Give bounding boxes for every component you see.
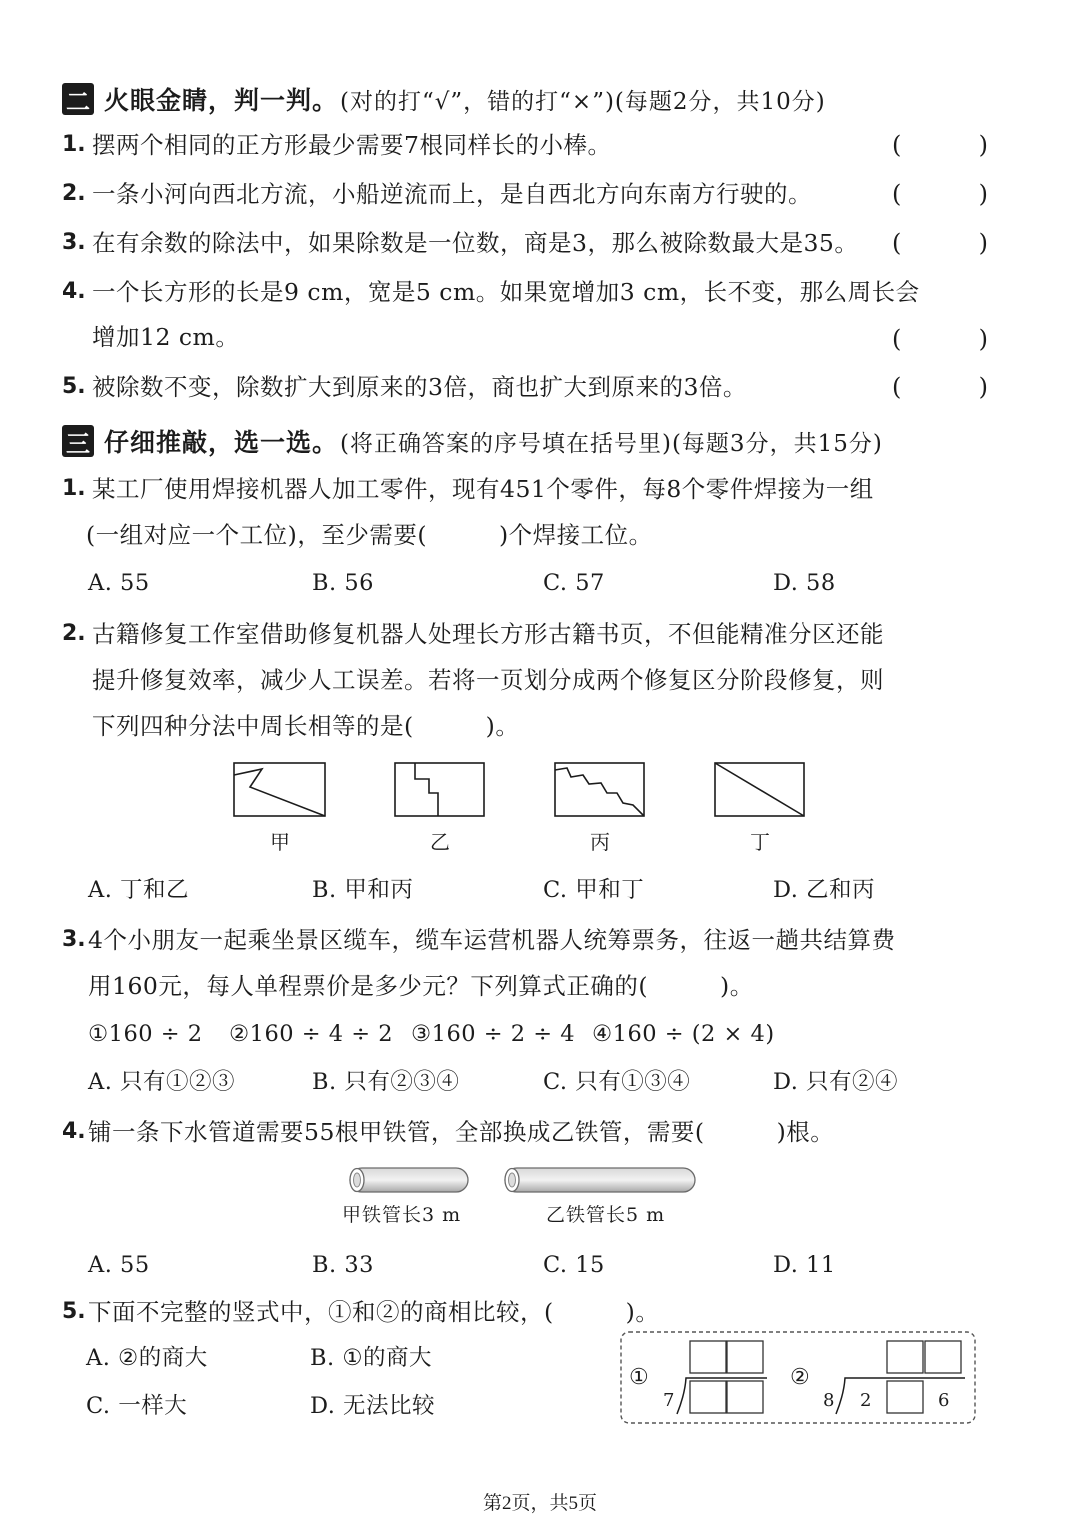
mc-4-option-b[interactable]: B. 33 xyxy=(312,1252,374,1278)
mc-2-option-c[interactable]: C. 甲和丁 xyxy=(543,877,645,903)
figure-yi-rect xyxy=(395,763,484,816)
mc-1-text-line2 xyxy=(86,518,653,552)
mc-1-option-c[interactable]: C. 57 xyxy=(543,570,605,596)
mc-4-text xyxy=(88,1115,834,1149)
mc-2-text-line3-end: )。 xyxy=(485,712,520,740)
mc-3-number: 3. xyxy=(62,927,86,952)
mc-5-text-end: )。 xyxy=(625,1298,660,1326)
division-2-dividend-box[interactable] xyxy=(887,1381,923,1413)
mc-4-option-c[interactable]: C. 15 xyxy=(543,1252,605,1278)
mc-3-option-a[interactable]: A. 只有①②③ xyxy=(88,1069,236,1095)
mc-1-number: 1. xyxy=(62,476,86,501)
tf-4-number: 4. xyxy=(62,279,86,304)
long-division-figure xyxy=(617,1328,979,1428)
pipe-yi-icon xyxy=(505,1168,695,1192)
division-1-quotient-box-2[interactable] xyxy=(727,1341,763,1373)
figure-jia xyxy=(232,761,328,819)
mc-4-text-start: 铺一条下水管道需要55根甲铁管，全部换成乙铁管，需要( xyxy=(88,1118,705,1146)
division-2-divisor: 8 xyxy=(823,1390,835,1411)
division-2-quotient-box-2[interactable] xyxy=(925,1341,961,1373)
tf-2-number: 2. xyxy=(62,181,86,206)
section-2-header xyxy=(62,82,826,116)
figure-jia-rect xyxy=(234,763,325,816)
division-2-quotient-box-1[interactable] xyxy=(887,1341,923,1373)
tf-5-number: 5. xyxy=(62,374,86,399)
mc-2-text-line2: 提升修复效率，减少人工误差。若将一页划分成两个修复区分阶段修复，则 xyxy=(92,666,884,694)
mc-3-text-line2-start: 用160元，每人单程票价是多少元？下列算式正确的( xyxy=(88,972,649,1000)
section-3-badge: 三 xyxy=(62,425,94,457)
mc-4-option-d[interactable]: D. 11 xyxy=(773,1252,836,1278)
mc-3-text: 4个小朋友一起乘坐景区缆车，缆车运营机器人统筹票务，往返一趟共结算费 xyxy=(88,926,896,954)
division-1 xyxy=(629,1341,767,1414)
mc-3-option-b[interactable]: B. 只有②③④ xyxy=(312,1069,460,1095)
exam-page: 二 火眼金睛，判一判。 (对的打“√”，错的打“×”)(每题2分，共10分) 1. 摆两个相同的正方形最少需要7根同样长的小棒。 ( ) 2. 一条小河向西北方流，小船逆流而上，是自西北方向东南方行驶的。 ( ) 3. 在有余数的除法中，如果除数是一位数，商是3，那么被除数最大是35。 ( ) 4. 一个长方形的长是9 cm，宽是5 cm。如果宽增加3 cm，长不变，那么周长会 增加12 cm。 ( ) 5. 被除数不变，除数扩大到原来的3倍，商也扩大到原来的3倍。 ( ) 三 仔细推敲，选一选。 (将正确答案的序号填在括号里)(每题3分，共15分) 1. 某工厂使用焊接机器人加工零件，现有451个零件，每8个零件焊接为一组 (一组对应一个工位)，至少需要( )个焊接工位。 A. 55 B. 56 C. 57 D. 58 2. 古籍修复工作室借助修复机器人处理长方形古籍书页，不但能精准分区还能 提升修复效率，减少人工误差。若将一页划分成两个修复区分阶段修复，则 下列四种分法中周长相等的是( )。 甲 乙 丙 丁 A. 丁和乙 B. 甲和丙 C. 甲和丁 D. 乙和丙 3. 4个小朋友一起乘坐景区缆车，缆车运营机器人统筹票务，往返一趟共结算费 用160元，每人单程票价是多少元？下列算式正确的( )。 ①160 ÷ 2 ②160 ÷ 4 ÷ 2 ③160 ÷ 2 ÷ 4 ④160 ÷ (2 × 4) A. 只有①②③ B. 只有②③④ C. 只有①③④ D. 只有②④ 4. 铺一条下水管道需要55根甲铁管，全部换成乙铁管，需要( )根。 甲铁管长3 m 乙铁管长5 m A. 55 B. 33 C. 15 D. 11 5. 下面不完整的竖式中，①和②的商相比较，( )。 A. ②的商大 B. ①的商大 C. 一样大 D. 无法比较 ① 7 ② 8 2 6 第2页，共5页 xyxy=(0,0,1080,1527)
division-2-dividend-digit-3: 6 xyxy=(938,1390,950,1411)
section-2-instructions: (对的打“√”，错的打“×”)(每题2分，共10分) xyxy=(340,88,826,115)
mc-3-formula-3: ③160 ÷ 2 ÷ 4 xyxy=(411,1021,576,1047)
figure-label-yi: 乙 xyxy=(430,830,450,854)
figure-label-jia: 甲 xyxy=(270,830,290,854)
figure-bing xyxy=(553,761,647,819)
mc-2-option-a[interactable]: A. 丁和乙 xyxy=(88,877,190,903)
division-2-dividend-digit-1: 2 xyxy=(860,1390,872,1411)
mc-3-option-c[interactable]: C. 只有①③④ xyxy=(543,1069,691,1095)
tf-3-text: 在有余数的除法中，如果除数是一位数，商是3，那么被除数最大是35。 xyxy=(92,229,859,257)
tf-3-number: 3. xyxy=(62,230,86,255)
tf-1-number: 1. xyxy=(62,132,86,157)
mc-1-option-a[interactable]: A. 55 xyxy=(88,570,150,596)
mc-4-number: 4. xyxy=(62,1119,86,1144)
division-1-dividend-box-2[interactable] xyxy=(727,1381,763,1413)
mc-3-formula-1: ①160 ÷ 2 xyxy=(88,1021,203,1047)
mc-2-number: 2. xyxy=(62,621,86,646)
division-1-divisor: 7 xyxy=(663,1390,675,1411)
pipe-jia-icon xyxy=(350,1168,468,1192)
mc-5-option-c[interactable]: C. 一样大 xyxy=(86,1393,188,1419)
tf-4-text: 一个长方形的长是9 cm，宽是5 cm。如果宽增加3 cm，长不变，那么周长会 xyxy=(92,278,920,306)
division-1-quotient-box-1[interactable] xyxy=(690,1341,726,1373)
mc-5-option-a[interactable]: A. ②的商大 xyxy=(86,1345,208,1371)
division-1-dividend-box-1[interactable] xyxy=(690,1381,726,1413)
division-2-marker: ② xyxy=(790,1365,810,1390)
mc-2-option-b[interactable]: B. 甲和丙 xyxy=(312,877,414,903)
tf-4-text-continued: 增加12 cm。 xyxy=(92,323,240,351)
mc-5-text-start: 下面不完整的竖式中，①和②的商相比较，( xyxy=(88,1298,554,1326)
figure-label-bing: 丙 xyxy=(590,830,610,854)
mc-3-text-line2-end: )。 xyxy=(720,972,754,1000)
mc-5-text xyxy=(88,1295,659,1329)
figure-jia-cut xyxy=(234,769,325,816)
mc-1-text-line2-start: (一组对应一个工位)，至少需要( xyxy=(86,521,428,549)
mc-4-option-a[interactable]: A. 55 xyxy=(88,1252,150,1278)
mc-1-text-line2-end: )个焊接工位。 xyxy=(499,521,653,549)
mc-1-option-b[interactable]: B. 56 xyxy=(312,570,374,596)
mc-2-text: 古籍修复工作室借助修复机器人处理长方形古籍书页，不但能精准分区还能 xyxy=(92,620,884,648)
mc-1-option-d[interactable]: D. 58 xyxy=(773,570,836,596)
mc-2-option-d[interactable]: D. 乙和丙 xyxy=(773,877,876,903)
mc-5-option-d[interactable]: D. 无法比较 xyxy=(310,1393,436,1419)
mc-1-text: 某工厂使用焊接机器人加工零件，现有451个零件，每8个零件焊接为一组 xyxy=(92,475,874,503)
mc-3-formula-4: ④160 ÷ (2 × 4) xyxy=(592,1021,775,1047)
mc-5-option-b[interactable]: B. ①的商大 xyxy=(310,1345,433,1371)
mc-3-option-d[interactable]: D. 只有②④ xyxy=(773,1069,899,1095)
section-3-title: 仔细推敲，选一选。 xyxy=(104,428,339,457)
figure-ding-cut xyxy=(715,763,804,816)
mc-2-text-line3 xyxy=(92,709,519,743)
mc-5-number: 5. xyxy=(62,1299,86,1324)
section-3-instructions: (将正确答案的序号填在括号里)(每题3分，共15分) xyxy=(340,430,883,457)
pipe-jia-label: 甲铁管长3 m xyxy=(342,1204,462,1226)
pipes-figure xyxy=(342,1165,702,1197)
figure-label-ding: 丁 xyxy=(750,830,770,854)
figure-bing-cut xyxy=(555,768,644,816)
figure-yi-cut xyxy=(415,763,438,816)
division-1-marker: ① xyxy=(629,1365,649,1390)
division-2 xyxy=(790,1341,965,1414)
section-2-badge: 二 xyxy=(62,83,94,115)
section-2-title: 火眼金睛，判一判。 xyxy=(104,86,339,115)
tf-1-text: 摆两个相同的正方形最少需要7根同样长的小棒。 xyxy=(92,131,612,159)
page-footer: 第2页，共5页 xyxy=(482,1493,597,1514)
mc-4-text-end: )根。 xyxy=(776,1118,835,1146)
mc-3-formula-2: ②160 ÷ 4 ÷ 2 xyxy=(229,1021,394,1047)
figure-ding xyxy=(713,761,807,819)
section-3-header xyxy=(62,424,883,458)
figure-yi xyxy=(393,761,487,819)
tf-2-text: 一条小河向西北方流，小船逆流而上，是自西北方向东南方行驶的。 xyxy=(92,180,812,208)
tf-5-text: 被除数不变，除数扩大到原来的3倍，商也扩大到原来的3倍。 xyxy=(92,373,747,401)
mc-3-text-line2 xyxy=(88,969,754,1003)
pipe-yi-label: 乙铁管长5 m xyxy=(546,1204,666,1226)
mc-2-text-line3-start: 下列四种分法中周长相等的是( xyxy=(92,712,414,740)
